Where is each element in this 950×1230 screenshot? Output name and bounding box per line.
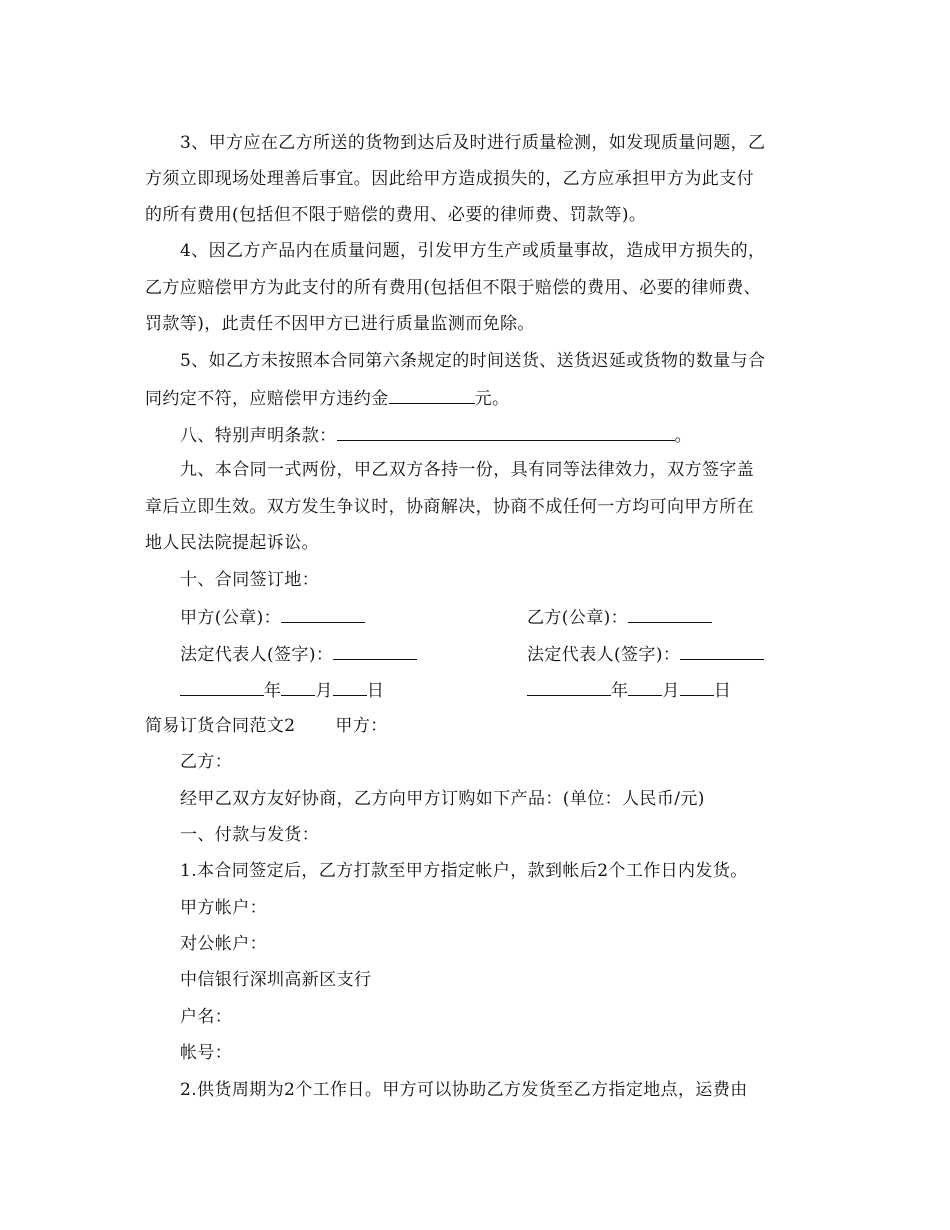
sample-2-account-name: 户名： bbox=[180, 1007, 233, 1027]
date-b-day-label: 日 bbox=[713, 681, 732, 701]
penalty-amount-field bbox=[389, 387, 475, 404]
date-a-month-label: 月 bbox=[315, 681, 333, 701]
sample-2-intro: 经甲乙双方友好协商，乙方向甲方订购如下产品：(单位：人民币/元) bbox=[180, 789, 705, 809]
party-b-seal-label: 乙方(公章)： bbox=[527, 608, 629, 628]
date-a-day-field bbox=[333, 679, 367, 696]
date-a-month-field bbox=[281, 679, 315, 696]
date-b-month-label: 月 bbox=[662, 681, 680, 701]
sample-2-title: 简易订货合同范文2 bbox=[145, 716, 296, 736]
clause-5-unit: 元。 bbox=[474, 389, 510, 409]
clause-8 bbox=[180, 424, 692, 446]
special-terms-field bbox=[337, 424, 675, 441]
clause-3-line-3: 的所有费用(包括但不限于赔偿的费用、必要的律师费、罚款等)。 bbox=[145, 205, 647, 225]
sample-2-party-b: 乙方： bbox=[180, 752, 233, 772]
clause-5-line-1: 5、如乙方未按照本合同第六条规定的时间送货、送货迟延或货物的数量与合 bbox=[180, 351, 766, 371]
date-b-day-field bbox=[680, 679, 714, 696]
legal-rep-b-field bbox=[680, 643, 764, 660]
date-a-year-label: 年 bbox=[264, 681, 282, 701]
legal-rep-a-field bbox=[333, 643, 417, 660]
legal-rep-b-label: 法定代表人(签字)： bbox=[527, 645, 681, 665]
sample-2-party-a: 甲方： bbox=[335, 716, 388, 736]
sample-2-section-1: 一、付款与发货： bbox=[180, 825, 320, 845]
legal-rep-b bbox=[527, 643, 764, 665]
clause-4-line-1: 4、因乙方产品内在质量问题，引发甲方生产或质量事故，造成甲方损失的， bbox=[180, 241, 766, 261]
sample-2-corp-account: 对公帐户： bbox=[180, 934, 267, 954]
clause-9-line-2: 章后立即生效。双方发生争议时，协商解决，协商不成任何一方均可向甲方所在 bbox=[145, 497, 754, 517]
legal-rep-a-label: 法定代表人(签字)： bbox=[180, 645, 334, 665]
legal-rep-a bbox=[180, 643, 417, 665]
clause-3-line-1: 3、甲方应在乙方所送的货物到达后及时进行质量检测，如发现质量问题，乙 bbox=[180, 133, 766, 153]
date-b-month-field bbox=[628, 679, 662, 696]
party-a-seal bbox=[180, 606, 365, 628]
clause-5-line-2 bbox=[145, 387, 509, 409]
clause-4-line-2: 乙方应赔偿甲方为此支付的所有费用(包括但不限于赔偿的费用、必要的律师费、 bbox=[145, 278, 762, 298]
clause-9-line-1: 九、本合同一式两份，甲乙双方各持一份，具有同等法律效力，双方签字盖 bbox=[180, 460, 755, 480]
date-a-year-field bbox=[180, 679, 264, 696]
clause-8-period: 。 bbox=[674, 426, 693, 446]
sample-2-account-a: 甲方帐户： bbox=[180, 898, 267, 918]
party-a-seal-field bbox=[281, 606, 365, 623]
party-b-seal-field bbox=[628, 606, 712, 623]
date-b bbox=[527, 679, 731, 701]
clause-8-label: 八、特别声明条款： bbox=[180, 426, 337, 446]
date-b-year-label: 年 bbox=[611, 681, 629, 701]
date-b-year-field bbox=[527, 679, 611, 696]
clause-5-text: 同约定不符，应赔偿甲方违约金 bbox=[145, 389, 389, 409]
party-b-seal bbox=[527, 606, 712, 628]
date-a-day-label: 日 bbox=[366, 681, 385, 701]
sample-2-item-2: 2.供货周期为2个工作日。甲方可以协助乙方发货至乙方指定地点，运费由 bbox=[180, 1080, 748, 1100]
sample-2-account-no: 帐号： bbox=[180, 1043, 233, 1063]
sample-2-item-1: 1.本合同签定后，乙方打款至甲方指定帐户，款到帐后2个工作日内发货。 bbox=[180, 861, 748, 881]
clause-9-line-3: 地人民法院提起诉讼。 bbox=[145, 533, 319, 553]
party-a-seal-label: 甲方(公章)： bbox=[180, 608, 282, 628]
sample-2-heading bbox=[145, 716, 388, 736]
clause-10: 十、合同签订地： bbox=[180, 570, 320, 590]
clause-4-line-3: 罚款等)，此责任不因甲方已进行质量监测而免除。 bbox=[145, 314, 535, 334]
sample-2-bank: 中信银行深圳高新区支行 bbox=[180, 970, 372, 990]
clause-3-line-2: 方须立即现场处理善后事宜。因此给甲方造成损失的，乙方应承担甲方为此支付 bbox=[145, 169, 754, 189]
date-a bbox=[180, 679, 384, 701]
